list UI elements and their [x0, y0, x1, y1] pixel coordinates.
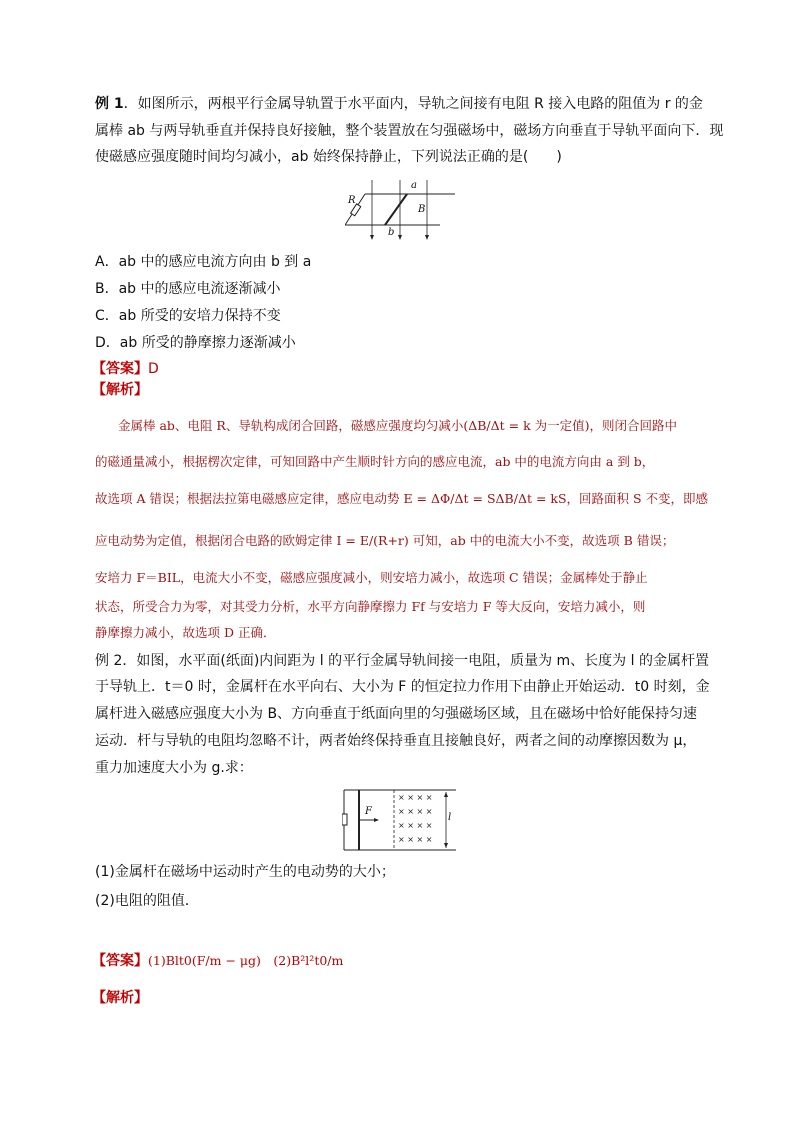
- svg-text:× × × ×: × × × ×: [398, 793, 433, 802]
- ex1-analysis-line-7: 静摩擦力减小，故选项 D 正确．: [95, 625, 276, 640]
- ex1-analysis-line-1: 金属棒 ab、电阻 R、导轨构成闭合回路，磁感应强度均匀减小(ΔB/Δt = k 为一定值)，则闭合回路中: [118, 418, 678, 433]
- ex1-label-R: R: [348, 195, 356, 206]
- ex1-answer: 【答案】D: [92, 361, 159, 377]
- ex1-rail-diagram: [345, 180, 475, 240]
- ex1-label-b: b: [388, 227, 395, 238]
- ex1-analysis-line-3: 故选项 A 错误；根据法拉第电磁感应定律，感应电动势 E = ΔΦ/Δt = SΔB/Δt = kS，回路面积 S 不变，即感: [95, 491, 709, 506]
- ex2-question-line-5: 重力加速度大小为 g.求：: [95, 760, 253, 776]
- ex2-label-l: l: [448, 812, 452, 823]
- ex2-question-1: (1)金属杆在磁场中运动时产生的电动势的大小；: [95, 864, 395, 880]
- svg-text:× × × ×: × × × ×: [398, 807, 433, 816]
- svg-text:× × × ×: × × × ×: [398, 821, 433, 830]
- ex1-question-line-2: 属棒 ab 与两导轨垂直并保持良好接触，整个装置放在匀强磁场中，磁场方向垂直于导轨平面向下．现: [95, 123, 724, 139]
- ex2-question-line-3: 属杆进入磁感应强度大小为 B、方向垂直于纸面向里的匀强磁场区域，且在磁场中恰好能保持匀速: [95, 706, 698, 722]
- ex2-question-line-1: 例 2．如图，水平面(纸面)内间距为 l 的平行金属导轨间接一电阻，质量为 m、长度为 l 的金属杆置: [95, 653, 709, 669]
- ex1-label-B: B: [418, 204, 426, 215]
- ex2-question-2: (2)电阻的阻值．: [95, 893, 199, 909]
- ex2-label-F: F: [365, 806, 372, 817]
- ex1-analysis-line-6: 状态，所受合力为零，对其受力分析，水平方向静摩擦力 Ff 与安培力 F 等大反向，安培力减小，则: [95, 599, 646, 614]
- ex1-option-a: A．ab 中的感应电流方向由 b 到 a: [95, 254, 312, 270]
- ex1-example-number: 例 1: [95, 96, 124, 112]
- ex1-analysis-line-2: 的磁通量减小，根据楞次定律，可知回路中产生顺时针方向的感应电流，ab 中的电流方向由 a 到 b，: [95, 454, 655, 469]
- ex1-question-line-3: 使磁感应强度随时间均匀减小，ab 始终保持静止，下列说法正确的是( ): [95, 149, 562, 165]
- svg-text:× × × ×: × × × ×: [398, 835, 433, 844]
- ex2-question-line-2: 于导轨上．t＝0 时，金属杆在水平向右、大小为 F 的恒定拉力作用下由静止开始运动．t0 时刻，金: [95, 679, 710, 695]
- ex1-analysis-line-5: 安培力 F＝BIL，电流大小不变，磁感应强度减小，则安培力减小，故选项 C 错误；金属棒处于静止: [95, 570, 648, 585]
- ex1-label-a: a: [411, 180, 417, 191]
- ex1-option-d: D．ab 所受的静摩擦力逐渐减小: [95, 335, 296, 351]
- ex1-option-c: C．ab 所受的安培力保持不变: [95, 308, 281, 324]
- ex1-option-b: B．ab 中的感应电流逐渐减小: [95, 281, 281, 297]
- ex1-question-text: ．如图所示，两根平行金属导轨置于水平面内，导轨之间接有电阻 R 接入电路的阻值为 r 的金: [123, 96, 703, 112]
- ex1-analysis-tag: 【解析】: [92, 382, 148, 398]
- ex2-answer: 【答案】(1)Blt0(F/m − μg) (2)B²l²t0/m: [92, 953, 344, 969]
- ex2-question-line-4: 运动．杆与导轨的电阻均忽略不计，两者始终保持垂直且接触良好，两者之间的动摩擦因数为 μ，: [95, 733, 697, 749]
- ex2-analysis-tag: 【解析】: [92, 990, 148, 1006]
- ex2-field-diagram: [342, 788, 458, 852]
- ex1-question-line-1: [95, 94, 703, 114]
- ex1-analysis-line-4: 应电动势为定值，根据闭合电路的欧姆定律 I = E/(R+r) 可知，ab 中的电流大小不变，故选项 B 错误；: [95, 533, 675, 548]
